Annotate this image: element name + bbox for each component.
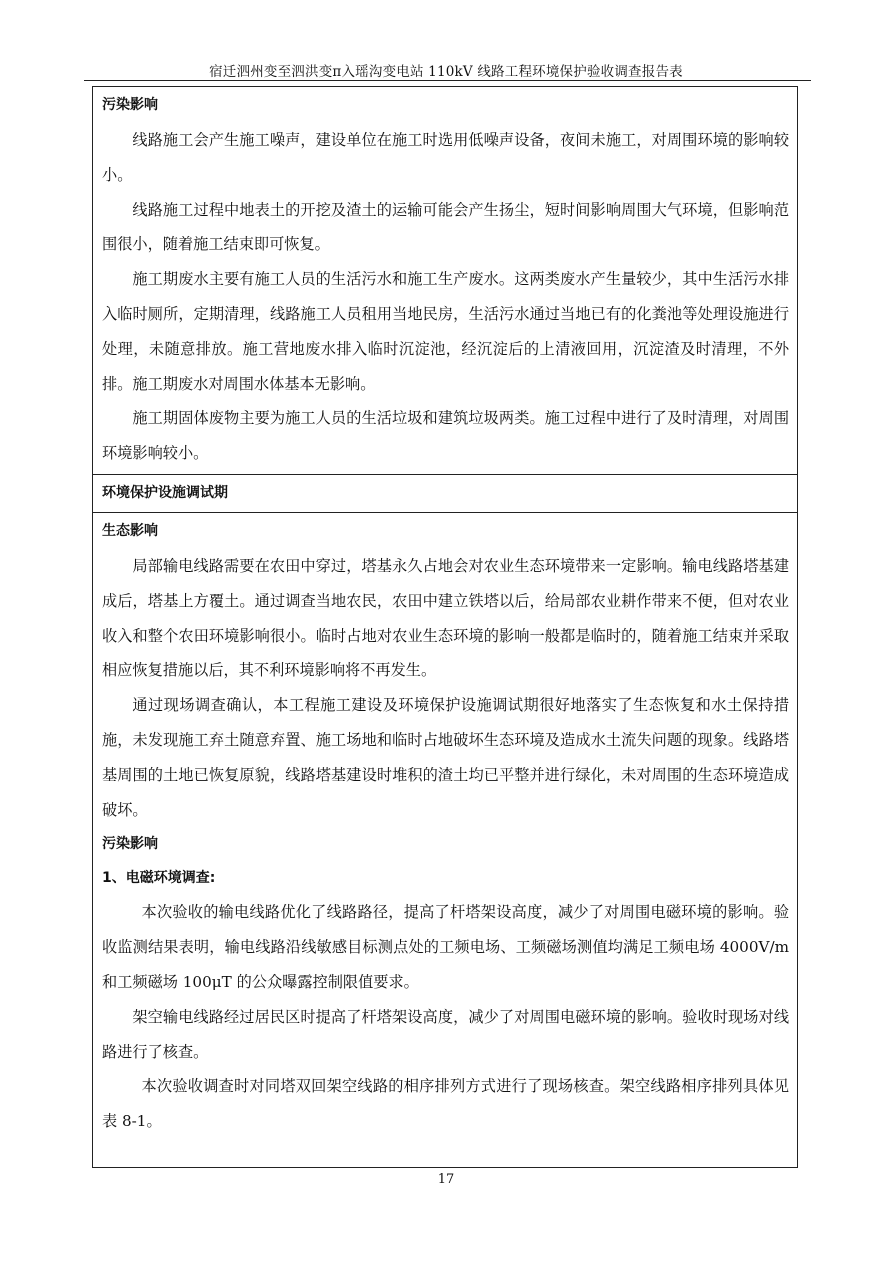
section-pollution-construction (92, 86, 798, 475)
page-header-title: 宿迁泗州变至泗洪变π入瑶沟变电站 110kV 线路工程环境保护验收调查报告表 (209, 64, 683, 80)
header-rule (84, 80, 811, 81)
subsection-heading: 1、电磁环境调查: (102, 870, 216, 887)
paragraph: 局部输电线路需要在农田中穿过，塔基永久占地会对农业生态环境带来一定影响。输电线路塔基建成后，塔基上方覆土。通过调查当地农民，农田中建立铁塔以后，给局部农业耕作带来不便，但对农业收入和整个农田环境影响很小。临时占地对农业生态环境的影响一般都是临时的，随着施工结束并采取相应恢复措施以后，其不利环境影响将不再发生。 (102, 557, 789, 680)
section-heading: 生态影响 (102, 523, 158, 539)
section-heading: 环境保护设施调试期 (102, 485, 228, 501)
section-ecological-impact (92, 512, 798, 1168)
section-heading: 污染影响 (102, 97, 158, 113)
paragraph: 架空输电线路经过居民区时提高了杆塔架设高度，减少了对周围电磁环境的影响。验收时现场对线路进行了核查。 (102, 1007, 789, 1061)
paragraph: 本次验收调查时对同塔双回架空线路的相序排列方式进行了现场核查。架空线路相序排列具体见表 8-1。 (102, 1077, 789, 1131)
paragraph: 线路施工过程中地表土的开挖及渣土的运输可能会产生扬尘，短时间影响周围大气环境，但影响范围很小，随着施工结束即可恢复。 (102, 200, 789, 254)
page-number: 17 (437, 1172, 455, 1187)
paragraph: 施工期固体废物主要为施工人员的生活垃圾和建筑垃圾两类。施工过程中进行了及时清理，对周围环境影响较小。 (102, 409, 789, 463)
paragraph: 线路施工会产生施工噪声，建设单位在施工时选用低噪声设备，夜间未施工，对周围环境的影响较小。 (102, 131, 789, 184)
subsection-heading: 污染影响 (102, 836, 158, 853)
paragraph: 本次验收的输电线路优化了线路路径，提高了杆塔架设高度，减少了对周围电磁环境的影响。验收监测结果表明，输电线路沿线敏感目标测点处的工频电场、工频磁场测值均满足工频电场 4000V/m 和工频磁场 100μT 的公众曝露控制限值要求。 (102, 903, 789, 991)
paragraph: 施工期废水主要有施工人员的生活污水和施工生产废水。这两类废水产生量较少，其中生活污水排入临时厕所，定期清理，线路施工人员租用当地民房，生活污水通过当地已有的化粪池等处理设施进行处理，未随意排放。施工营地废水排入临时沉淀池，经沉淀后的上清液回用，沉淀渣及时清理，不外排。施工期废水对周围水体基本无影响。 (102, 270, 789, 393)
section-commissioning-period (92, 474, 798, 513)
paragraph: 通过现场调查确认，本工程施工建设及环境保护设施调试期很好地落实了生态恢复和水土保持措施，未发现施工弃土随意弃置、施工场地和临时占地破坏生态环境及造成水土流失问题的现象。线路塔基周围的土地已恢复原貌，线路塔基建设时堆积的渣土均已平整并进行绿化，未对周围的生态环境造成破坏。 (102, 696, 789, 819)
